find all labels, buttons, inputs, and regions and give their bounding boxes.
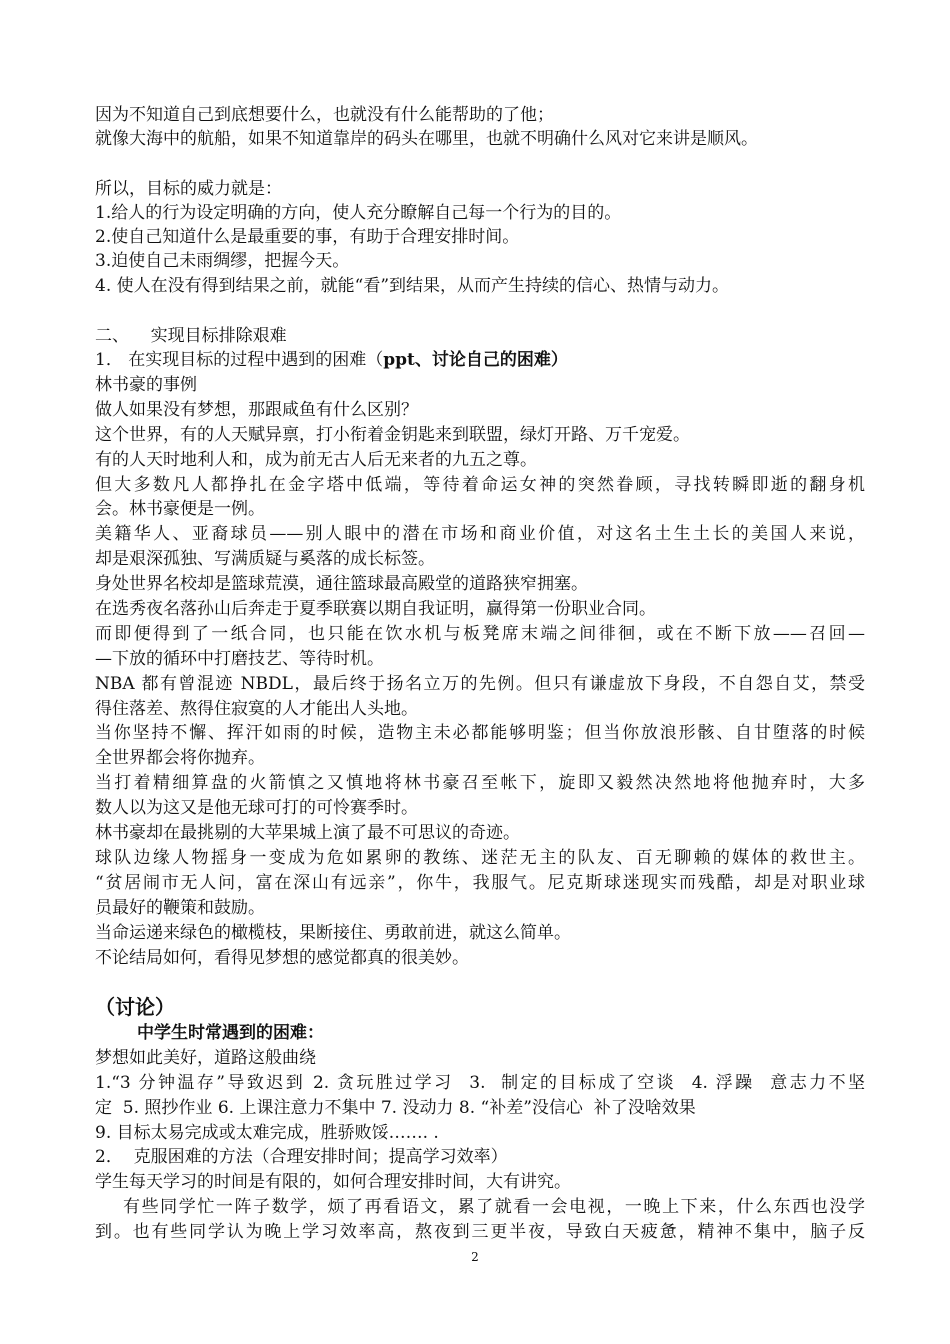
text-line: “贫居闹市无人问，富在深山有远亲”，你牛，我服气。尼克斯球迷现实而残酷，却是对职业球 — [95, 873, 865, 893]
discussion-heading: （讨论） — [95, 995, 175, 1019]
text-line: 球队边缘人物摇身一变成为危如累卵的教练、迷茫无主的队友、百无聊赖的媒体的救世主。 — [95, 848, 865, 868]
text-line: 1.“3 分钟温存”导致迟到 2. 贪玩胜过学习 3. 制定的目标成了空谈 4. 浮躁 意志力不坚 — [95, 1073, 865, 1093]
text-line: 梦想如此美好，道路这般曲绕 — [95, 1048, 316, 1068]
text-line: 当打着精细算盘的火箭慎之又慎地将林书豪召至帐下，旋即又毅然决然地将他抛弃时，大多 — [95, 773, 865, 793]
page-number: 2 — [471, 1250, 479, 1264]
text-line: 在选秀夜名落孙山后奔走于夏季联赛以期自我证明，赢得第一份职业合同。 — [95, 599, 656, 619]
text-line: 数人以为这又是他无球可打的可怜赛季时。 — [95, 798, 418, 818]
text-line: 所以，目标的威力就是： — [95, 179, 282, 199]
text-line: —下放的循环中打磨技艺、等待时机。 — [95, 649, 384, 669]
text-line: 美籍华人、亚裔球员——别人眼中的潜在市场和商业价值，对这名土生土长的美国人来说， — [95, 524, 865, 544]
text-line: 到。也有些同学认为晚上学习效率高，熬夜到三更半夜，导致白天疲惫，精神不集中，脑子反 — [95, 1222, 865, 1242]
subheading: 中学生时常遇到的困难： — [137, 1023, 324, 1043]
text-line: 做人如果没有梦想，那跟咸鱼有什么区别？ — [95, 400, 418, 420]
list-item: 3.迫使自己未雨绸缪，把握今天。 — [95, 251, 350, 271]
text-line: 9. 目标太易完成或太难完成，胜骄败馁……. . — [95, 1123, 439, 1143]
text-line: 当你坚持不懈、挥汗如雨的时候，造物主未必都能够明鉴；但当你放浪形骸、自甘堕落的时候 — [95, 723, 865, 743]
text-line: 学生每天学习的时间是有限的，如何合理安排时间，大有讲究。 — [95, 1172, 571, 1192]
text-line: 会。林书豪便是一例。 — [95, 499, 265, 519]
text-line: 而即便得到了一纸合同，也只能在饮水机与板凳席末端之间徘徊，或在不断下放——召回— — [95, 624, 865, 644]
text-line: 有的人天时地利人和，成为前无古人后无来者的九五之尊。 — [95, 450, 537, 470]
list-item: 2.使自己知道什么是最重要的事，有助于合理安排时间。 — [95, 227, 520, 247]
list-item: 4. 使人在没有得到结果之前，就能“看”到结果，从而产生持续的信心、热情与动力。 — [95, 276, 730, 296]
text-line: 但大多数凡人都挣扎在金字塔中低端，等待着命运女神的突然眷顾，寻找转瞬即逝的翻身机 — [95, 475, 865, 495]
text-line: 不论结局如何，看得见梦想的感觉都真的很美妙。 — [95, 948, 469, 968]
text-line: 当命运递来绿色的橄榄枝，果断接住、勇敢前进，就这么简单。 — [95, 923, 571, 943]
text-line: 林书豪却在最挑剔的大苹果城上演了最不可思议的奇迹。 — [95, 823, 520, 843]
subsection-heading: 2． 克服困难的方法（合理安排时间；提高学习效率） — [95, 1147, 508, 1167]
text-line: NBA 都有曾混迹 NBDL，最后终于扬名立万的先例。但只有谦虚放下身段，不自怨自艾，禁受 — [95, 674, 865, 694]
text-line: 就像大海中的航船，如果不知道靠岸的码头在哪里，也就不明确什么风对它来讲是顺风。 — [95, 129, 758, 149]
list-item: 1.给人的行为设定明确的方向，使人充分瞭解自己每一个行为的目的。 — [95, 203, 622, 223]
subsection-heading-bold: ppt、讨论自己的困难） — [383, 350, 568, 370]
text-line: 全世界都会将你抛弃。 — [95, 748, 265, 768]
subsection-heading-text: 1． 在实现目标的过程中遇到的困难（ — [95, 350, 384, 370]
text-line: 得住落差、熬得住寂寞的人才能出人头地。 — [95, 699, 418, 719]
text-line: 有些同学忙一阵子数学，烦了再看语文，累了就看一会电视，一晚上下来，什么东西也没学 — [95, 1197, 865, 1217]
text-line: 因为不知道自己到底想要什么，也就没有什么能帮助的了他； — [95, 105, 554, 125]
text-line: 这个世界，有的人天赋异禀，打小衔着金钥匙来到联盟，绿灯开路、万千宠爱。 — [95, 425, 690, 445]
text-line: 林书豪的事例 — [95, 375, 197, 395]
text-line: 却是艰深孤独、写满质疑与奚落的成长标签。 — [95, 549, 435, 569]
text-line: 定 5. 照抄作业 6. 上课注意力不集中 7. 没动力 8. “补差”没信心 补了没啥效果 — [95, 1098, 696, 1118]
text-line: 员最好的鞭策和鼓励。 — [95, 898, 265, 918]
subsection-heading — [95, 349, 865, 371]
text-line: 身处世界名校却是篮球荒漠，通往篮球最高殿堂的道路狭窄拥塞。 — [95, 574, 588, 594]
section-heading: 二、 实现目标排除艰难 — [95, 326, 287, 346]
